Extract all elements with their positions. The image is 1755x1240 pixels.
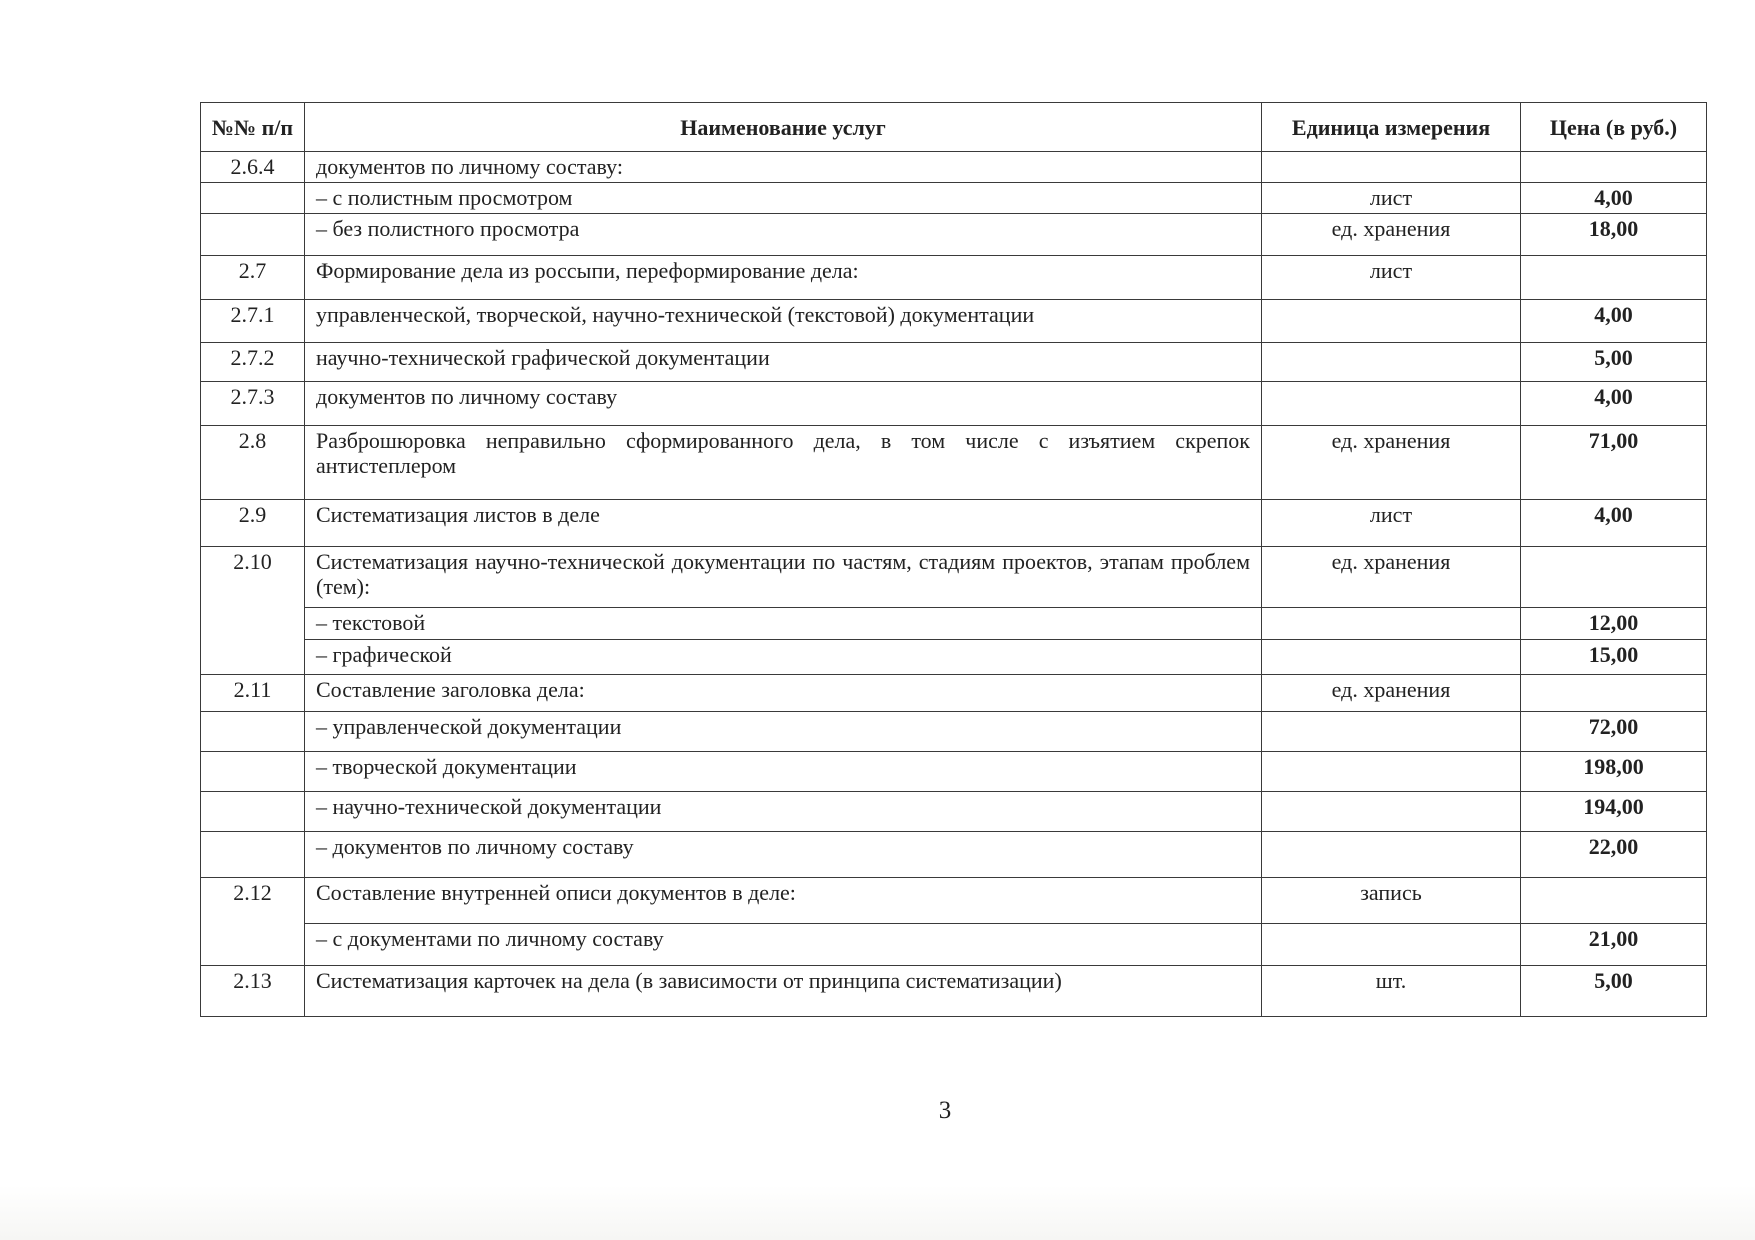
row-unit: ед. хранения xyxy=(1262,426,1521,500)
table-row xyxy=(201,152,1707,183)
row-name: научно-технической графической документации xyxy=(305,343,1262,382)
table-row xyxy=(201,256,1707,300)
row-price xyxy=(1521,152,1707,183)
table-row xyxy=(201,640,1707,675)
row-name: Разброшюровка неправильно сформированного дела, в том числе с изъятием скрепок антистеплером xyxy=(305,426,1262,500)
row-unit xyxy=(1262,752,1521,792)
table-header-row xyxy=(201,103,1707,152)
row-num: 2.7.1 xyxy=(201,300,305,343)
row-name: – текстовой xyxy=(305,608,1262,640)
row-unit: лист xyxy=(1262,256,1521,300)
row-price: 5,00 xyxy=(1521,343,1707,382)
row-name: – научно-технической документации xyxy=(305,792,1262,832)
row-unit: ед. хранения xyxy=(1262,214,1521,256)
table-row xyxy=(201,343,1707,382)
row-price: 18,00 xyxy=(1521,214,1707,256)
row-price: 15,00 xyxy=(1521,640,1707,675)
row-num: 2.11 xyxy=(201,675,305,712)
table-row xyxy=(201,924,1707,966)
row-name: документов по личному составу: xyxy=(305,152,1262,183)
row-price: 72,00 xyxy=(1521,712,1707,752)
row-num: 2.12 xyxy=(201,878,305,966)
row-name: документов по личному составу xyxy=(305,382,1262,426)
table-row xyxy=(201,675,1707,712)
table-row xyxy=(201,966,1707,1017)
row-name: – без полистного просмотра xyxy=(305,214,1262,256)
row-name: – творческой документации xyxy=(305,752,1262,792)
row-unit xyxy=(1262,792,1521,832)
row-price xyxy=(1521,878,1707,924)
row-num xyxy=(201,832,305,878)
row-price: 4,00 xyxy=(1521,183,1707,214)
page-bottom-shade xyxy=(0,1185,1755,1240)
row-unit xyxy=(1262,712,1521,752)
row-unit: шт. xyxy=(1262,966,1521,1017)
table-row xyxy=(201,500,1707,547)
row-unit xyxy=(1262,300,1521,343)
row-unit: лист xyxy=(1262,183,1521,214)
row-name: – графической xyxy=(305,640,1262,675)
row-name: Систематизация научно-технической документации по частям, стадиям проектов, этапам проблем (тем): xyxy=(305,547,1262,608)
row-unit xyxy=(1262,924,1521,966)
row-price: 198,00 xyxy=(1521,752,1707,792)
row-unit xyxy=(1262,382,1521,426)
row-price xyxy=(1521,256,1707,300)
row-name: – с документами по личному составу xyxy=(305,924,1262,966)
row-unit xyxy=(1262,608,1521,640)
row-unit: лист xyxy=(1262,500,1521,547)
row-price: 4,00 xyxy=(1521,500,1707,547)
row-name: Систематизация листов в деле xyxy=(305,500,1262,547)
row-price: 5,00 xyxy=(1521,966,1707,1017)
table-row xyxy=(201,878,1707,924)
row-name: – документов по личному составу xyxy=(305,832,1262,878)
table-row xyxy=(201,183,1707,214)
row-name: Составление внутренней описи документов в деле: xyxy=(305,878,1262,924)
row-name: Формирование дела из россыпи, переформирование дела: xyxy=(305,256,1262,300)
row-num: 2.7.2 xyxy=(201,343,305,382)
header-unit: Единица измерения xyxy=(1262,103,1521,152)
header-num: №№ п/п xyxy=(201,103,305,152)
row-price: 22,00 xyxy=(1521,832,1707,878)
row-unit: запись xyxy=(1262,878,1521,924)
table-row xyxy=(201,426,1707,500)
table-row xyxy=(201,712,1707,752)
row-num xyxy=(201,712,305,752)
row-name: Систематизация карточек на дела (в зависимости от принципа систематизации) xyxy=(305,966,1262,1017)
row-unit xyxy=(1262,832,1521,878)
row-price xyxy=(1521,675,1707,712)
row-unit xyxy=(1262,343,1521,382)
row-unit: ед. хранения xyxy=(1262,547,1521,608)
row-unit xyxy=(1262,152,1521,183)
table-row xyxy=(201,214,1707,256)
header-name: Наименование услуг xyxy=(305,103,1262,152)
row-num: 2.10 xyxy=(201,547,305,675)
row-num xyxy=(201,752,305,792)
row-num: 2.6.4 xyxy=(201,152,305,183)
row-price: 4,00 xyxy=(1521,382,1707,426)
row-unit: ед. хранения xyxy=(1262,675,1521,712)
row-num: 2.7 xyxy=(201,256,305,300)
row-price: 194,00 xyxy=(1521,792,1707,832)
row-price: 12,00 xyxy=(1521,608,1707,640)
row-name: управленческой, творческой, научно-технической (текстовой) документации xyxy=(305,300,1262,343)
table-row xyxy=(201,792,1707,832)
header-price: Цена (в руб.) xyxy=(1521,103,1707,152)
table-row xyxy=(201,382,1707,426)
row-num xyxy=(201,792,305,832)
services-price-table xyxy=(200,102,1707,1017)
row-name: Составление заголовка дела: xyxy=(305,675,1262,712)
row-price: 4,00 xyxy=(1521,300,1707,343)
row-num xyxy=(201,183,305,214)
page-number: 3 xyxy=(938,1097,952,1124)
row-name: – с полистным просмотром xyxy=(305,183,1262,214)
row-num: 2.7.3 xyxy=(201,382,305,426)
row-num xyxy=(201,214,305,256)
row-name: – управленческой документации xyxy=(305,712,1262,752)
row-num: 2.9 xyxy=(201,500,305,547)
row-price: 71,00 xyxy=(1521,426,1707,500)
table-row xyxy=(201,608,1707,640)
table-row xyxy=(201,832,1707,878)
row-unit xyxy=(1262,640,1521,675)
row-price xyxy=(1521,547,1707,608)
row-price: 21,00 xyxy=(1521,924,1707,966)
row-num: 2.13 xyxy=(201,966,305,1017)
table-row xyxy=(201,547,1707,608)
table-row xyxy=(201,300,1707,343)
table-row xyxy=(201,752,1707,792)
row-num: 2.8 xyxy=(201,426,305,500)
